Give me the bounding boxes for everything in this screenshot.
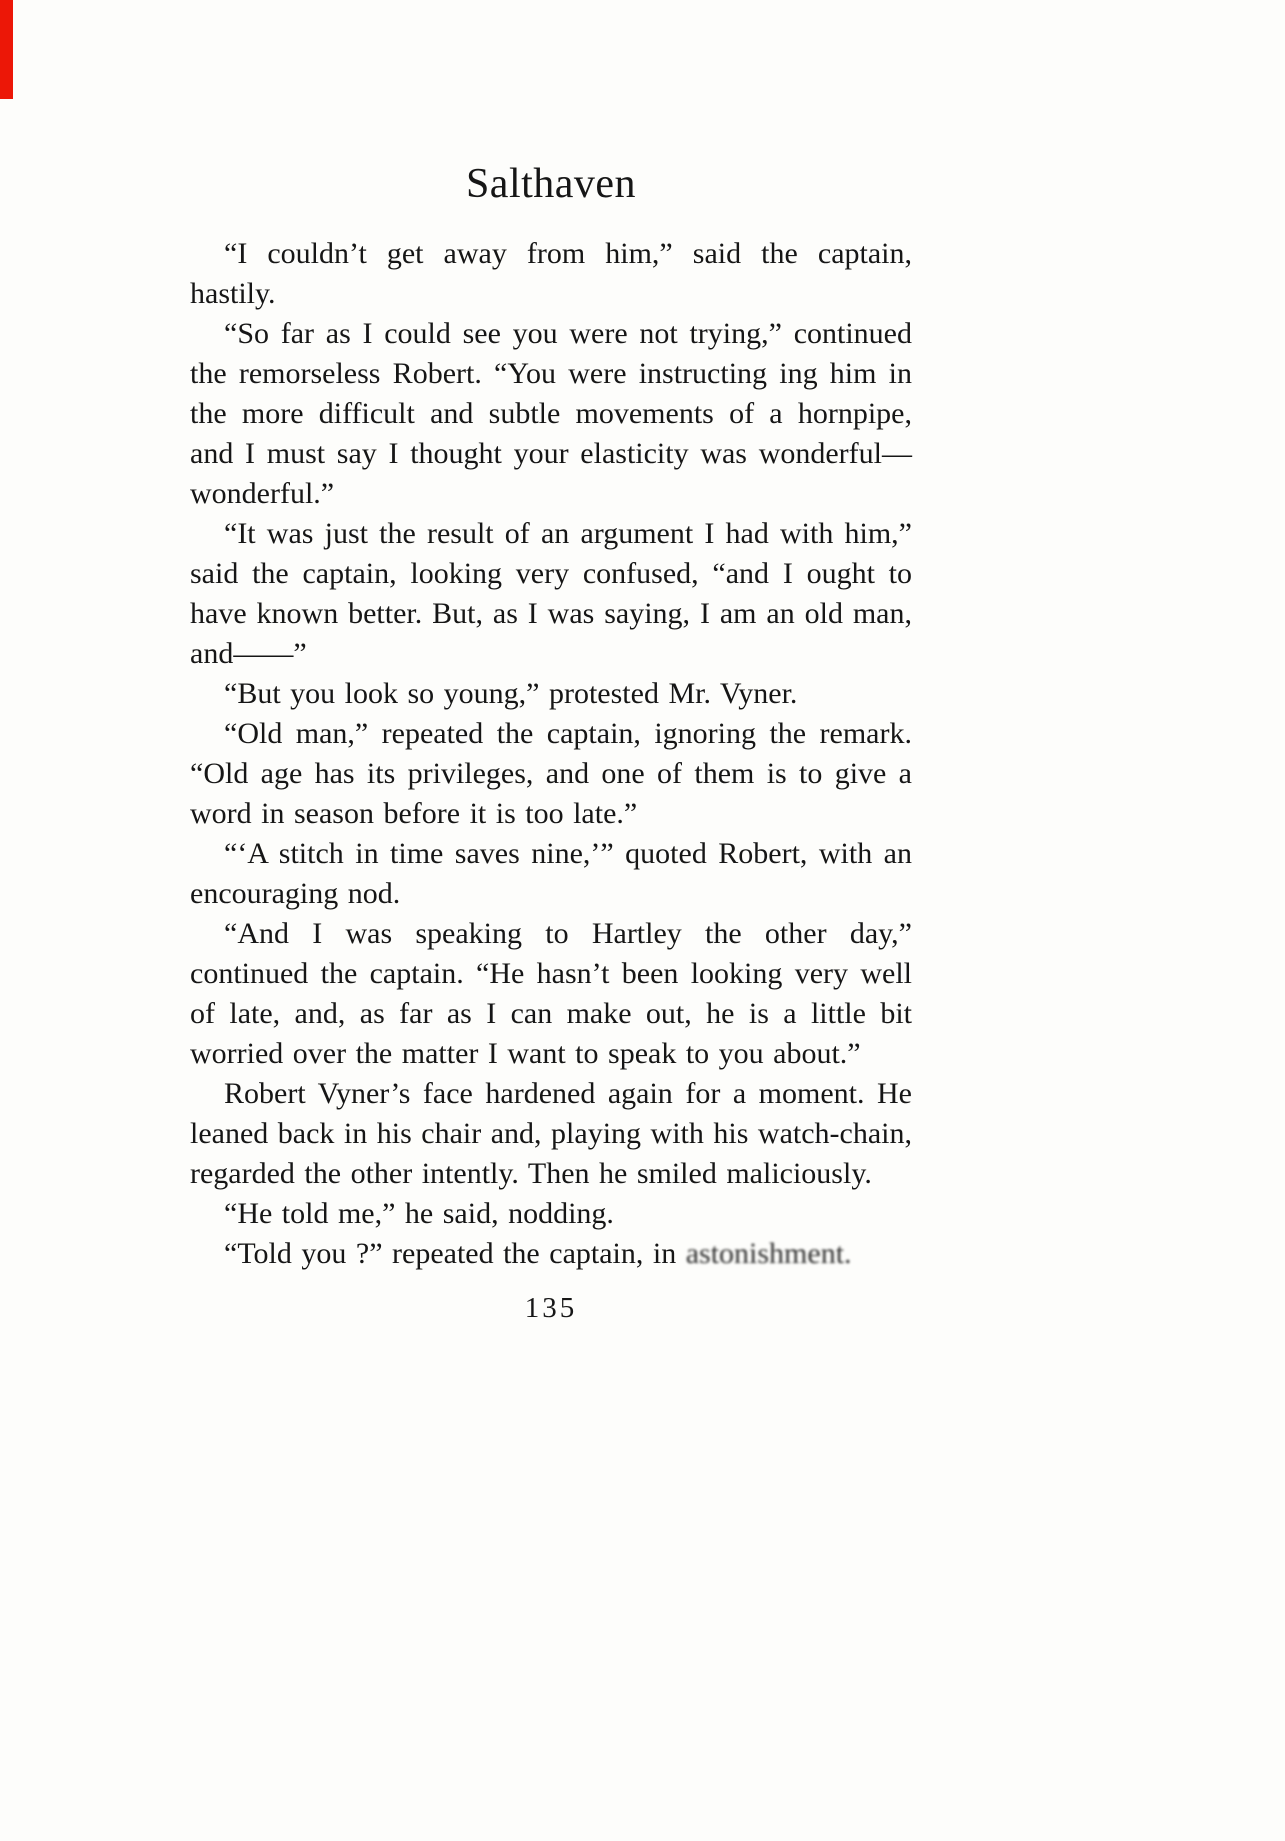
- paragraph-2: “So far as I could see you were not trying,” continued the remorseless Robert. “You were instructing ing him in the more difficult and subtle movements of a hornpipe, and I must say I thought your elasticity was wonderful—wonderful.”: [190, 317, 912, 510]
- paragraph-3: “It was just the result of an argument I had with him,” said the captain, looking very confused, “and I ought to have known better. But, as I was saying, I am an old man, and——”: [190, 517, 912, 670]
- page-title: Salthaven: [465, 161, 637, 207]
- text-block: [190, 160, 912, 1325]
- paragraph-1: “I couldn’t get away from him,” said the captain, hastily.: [190, 237, 912, 310]
- page-number: 135: [524, 1292, 578, 1324]
- paragraph-4: “But you look so young,” protested Mr. Vyner.: [224, 677, 798, 710]
- red-ribbon-scan-artifact: [0, 0, 13, 99]
- paragraph-5: “Old man,” repeated the captain, ignoring the remark. “Old age has its privileges, and one of them is to give a word in season before it is too late.”: [190, 717, 912, 830]
- paragraph-9: “He told me,” he said, nodding.: [224, 1197, 614, 1230]
- paragraph-8: Robert Vyner’s face hardened again for a moment. He leaned back in his chair and, playing with his watch-chain, regarded the other intently. Then he smiled maliciously.: [190, 1077, 912, 1190]
- paragraph-6: “‘A stitch in time saves nine,’” quoted Robert, with an encouraging nod.: [190, 837, 912, 910]
- paragraph-10: [190, 1234, 912, 1274]
- body-text: [190, 234, 912, 1274]
- smudged-word: astonishment.: [685, 1237, 852, 1270]
- paragraph-7: “And I was speaking to Hartley the other day,” continued the captain. “He hasn’t been looking very well of late, and, as far as I can make out, he is a little bit worried over the matter I want to speak to you about.”: [190, 917, 912, 1070]
- paragraph-10-lead: “Told you ?” repeated the captain, in: [224, 1237, 686, 1270]
